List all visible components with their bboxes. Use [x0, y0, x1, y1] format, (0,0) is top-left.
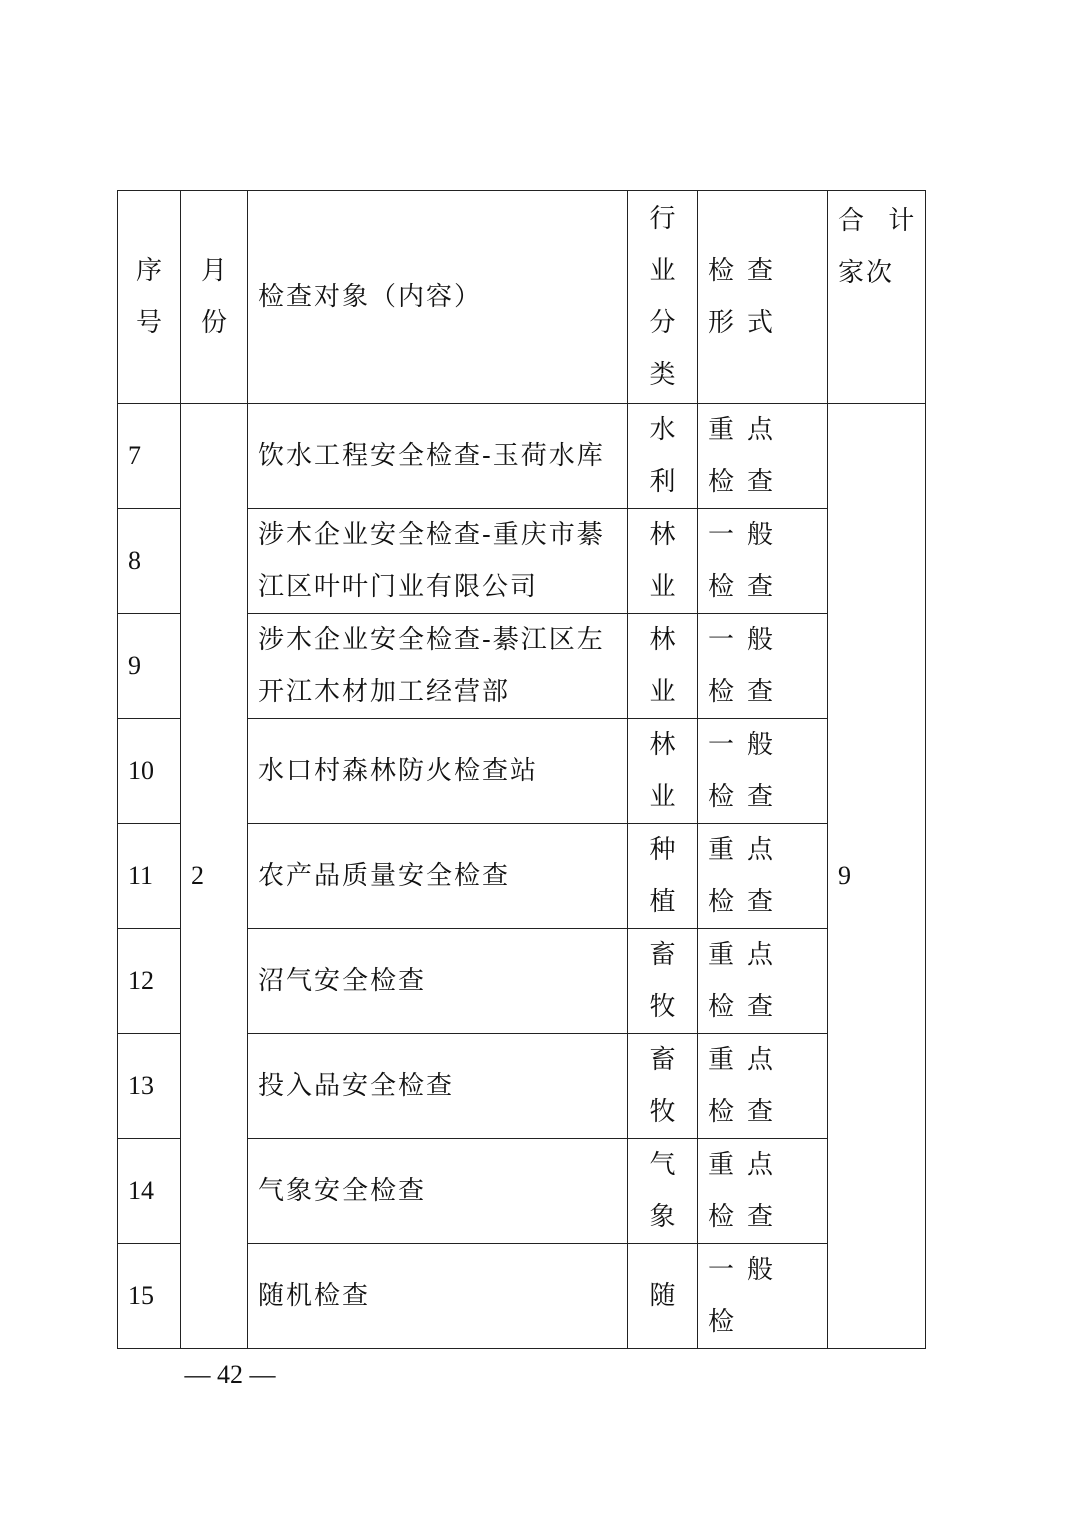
row-no: 9	[118, 614, 181, 719]
header-no: 序号	[118, 191, 181, 404]
row-no: 15	[118, 1244, 181, 1349]
row-object: 农产品质量安全检查	[248, 824, 628, 929]
row-form: 一般检查	[698, 509, 828, 614]
row-object: 沼气安全检查	[248, 929, 628, 1034]
row-form: 重点检查	[698, 1139, 828, 1244]
row-object: 随机检查	[248, 1244, 628, 1349]
row-no: 11	[118, 824, 181, 929]
row-industry: 林业	[628, 614, 698, 719]
row-object: 投入品安全检查	[248, 1034, 628, 1139]
month-cell: 2	[181, 404, 248, 1349]
row-industry: 林业	[628, 509, 698, 614]
row-industry: 畜牧	[628, 929, 698, 1034]
row-object: 涉木企业安全检查-綦江区左开江木材加工经营部	[248, 614, 628, 719]
row-no: 13	[118, 1034, 181, 1139]
header-month: 月份	[181, 191, 248, 404]
table-row	[118, 404, 926, 509]
row-form: 重点检查	[698, 404, 828, 509]
row-object: 水口村森林防火检查站	[248, 719, 628, 824]
row-form: 一般检	[698, 1244, 828, 1349]
row-no: 10	[118, 719, 181, 824]
row-object: 气象安全检查	[248, 1139, 628, 1244]
row-industry: 随	[628, 1244, 698, 1349]
row-industry: 畜牧	[628, 1034, 698, 1139]
row-object: 饮水工程安全检查-玉荷水库	[248, 404, 628, 509]
row-no: 8	[118, 509, 181, 614]
header-total-line2: 家次	[838, 258, 895, 288]
table-header-row	[118, 191, 926, 404]
row-form: 重点检查	[698, 1034, 828, 1139]
row-industry: 水利	[628, 404, 698, 509]
header-industry: 行业分类	[628, 191, 698, 404]
row-form: 一般检查	[698, 614, 828, 719]
row-industry: 林业	[628, 719, 698, 824]
row-no: 14	[118, 1139, 181, 1244]
row-industry: 气象	[628, 1139, 698, 1244]
row-no: 12	[118, 929, 181, 1034]
page-number: — 42 —	[184, 1360, 276, 1389]
row-form: 重点检查	[698, 824, 828, 929]
row-form: 一般检查	[698, 719, 828, 824]
header-form: 检查形式	[698, 191, 828, 404]
row-object: 涉木企业安全检查-重庆市綦江区叶叶门业有限公司	[248, 509, 628, 614]
row-no: 7	[118, 404, 181, 509]
header-total	[828, 191, 926, 404]
row-form: 重点检查	[698, 929, 828, 1034]
header-object: 检查对象（内容）	[248, 191, 628, 404]
header-total-line1: 合 计	[838, 206, 923, 236]
row-industry: 种植	[628, 824, 698, 929]
inspection-plan-table	[117, 190, 926, 1349]
total-cell: 9	[828, 404, 926, 1349]
